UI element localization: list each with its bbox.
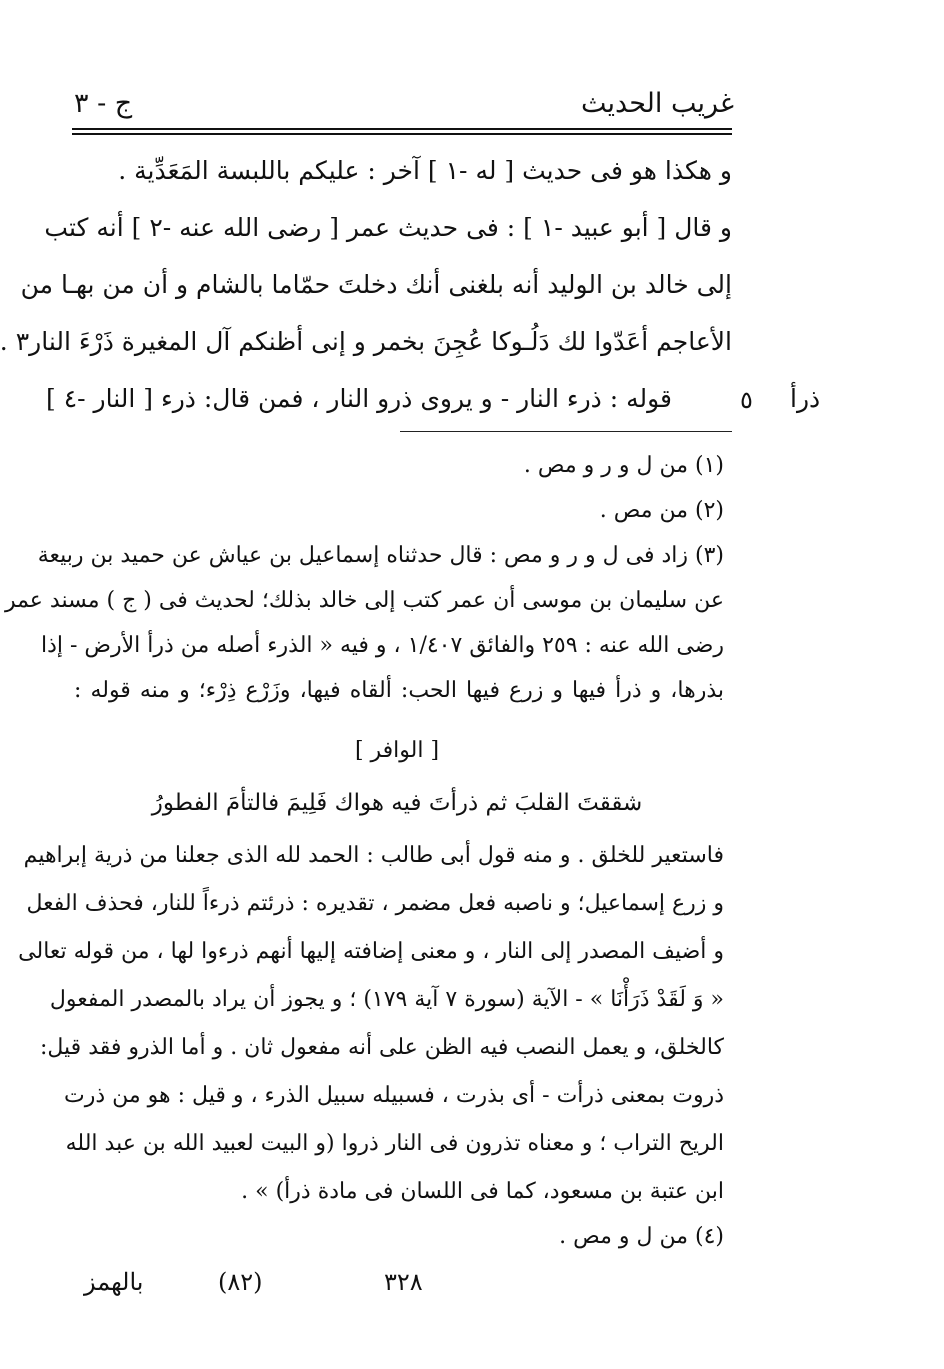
page-number: ٣٢٨ bbox=[384, 1268, 423, 1296]
header-rule-bottom bbox=[72, 133, 732, 135]
footnote-3-line-9: كالخلق، و يعمل النصب فيه الظن على أنه مفعول ثان . و أما الذرو فقد قيل: bbox=[39, 1035, 724, 1060]
verse-line: شققتَ القلبَ ثم ذرأتَ فيه هواك فَلِيمَ فالتأمَ الفطورُ bbox=[151, 790, 643, 816]
verse-meter: [ الوافر ] bbox=[354, 738, 440, 763]
running-header-title: غريب الحديث bbox=[581, 88, 734, 119]
footnote-3-line-2: عن سليمان بن موسى أن عمر كتب إلى خالد بذلك؛ لحديث فى ( ج ) مسند عمر bbox=[4, 588, 724, 613]
footnote-3-line-7: و أضيف المصدر إلى النار ، و معنى إضافته إليها أنهم ذرءوا لها ، من قوله تعالى bbox=[18, 939, 724, 964]
footer-catchword: بالهمز bbox=[84, 1268, 144, 1296]
footnote-3-line-4: بذرها، و ذرأ فيها و زرع فيها الحب: ألقاه فيها، وزَرْع ذِرْء؛ و منه قوله : bbox=[74, 678, 724, 703]
main-line-2: و قال [ أبو عبيد -١ ] : فى حديث عمر [ رضى الله عنه -٢ ] أنه كتب bbox=[44, 213, 732, 242]
main-line-4: الأعاجم أعَدّوا لك دَلُـوكا عُجِنَ بخمر و إنى أظنكم آل المغيرة ذَرْءَ النار٣ . bbox=[0, 327, 732, 356]
main-line-3: إلى خالد بن الوليد أنه بلغنى أنك دخلتَ حمّاما بالشام و أن من بهـا من bbox=[20, 270, 732, 299]
footnote-separator bbox=[400, 431, 732, 432]
header-rule-top bbox=[72, 128, 732, 130]
footer-sheet-number: (٨٢) bbox=[218, 1268, 263, 1296]
footnote-3-line-8: « وَ لَقَدْ ذَرَأْنَا » - الآية (سورة ٧ آية ١٧٩) ؛ و يجوز أن يراد بالمصدر المفعول bbox=[49, 987, 724, 1012]
main-line-5: قوله : ذرء النار - و يروى ذرو النار ، فمن قال: ذرء [ النار -٤ ] bbox=[45, 384, 672, 413]
footnote-3-line-11: الريح التراب ؛ و معناه تذرون فى النار ذروا (و البيت لعبيد الله بن عبد الله bbox=[65, 1131, 724, 1156]
footnote-3-line-3: رضى الله عنه : ٢٥٩ والفائق ١/٤٠٧ ، و فيه « الذرء أصله من ذرأ الأرض - إذا bbox=[40, 633, 724, 658]
footnote-1: (١) من ل و ر و مص . bbox=[523, 453, 724, 478]
running-header-volume: ج - ٣ bbox=[74, 88, 133, 119]
footnote-3-line-12: ابن عتبة بن مسعود، كما فى اللسان فى مادة ذرأ) » . bbox=[241, 1179, 724, 1204]
footnote-3-line-1: (٣) زاد فى ل و ر و مص : قال حدثناه إسماعيل بن عياش عن حميد بن ربيعة bbox=[37, 543, 724, 568]
main-line-1: و هكذا هو فى حديث [ له -١ ] آخر : عليكم باللبسة المَعَدِّية . bbox=[118, 156, 732, 185]
footnote-2: (٢) من مص . bbox=[599, 498, 724, 523]
footnote-3-line-10: ذروت بمعنى ذرأت - أى بذرت ، فسبيله سبيل الذرء ، و قيل : هو من ذرت bbox=[64, 1083, 724, 1108]
footnote-3-line-6: و زرع إسماعيل؛ و ناصبه فعل مضمر ، تقديره : ذرئتم ذرءاً للنار، فحذف الفعل bbox=[26, 891, 724, 916]
margin-keyword: ذرأ bbox=[790, 384, 821, 413]
footnote-4: (٤) من ل و مص . bbox=[559, 1224, 724, 1249]
margin-line-number: ٥ bbox=[740, 386, 753, 414]
footnote-3-line-5: فاستعير للخلق . و منه قول أبى طالب : الحمد لله الذى جعلنا من ذرية إبراهيم bbox=[23, 843, 724, 868]
